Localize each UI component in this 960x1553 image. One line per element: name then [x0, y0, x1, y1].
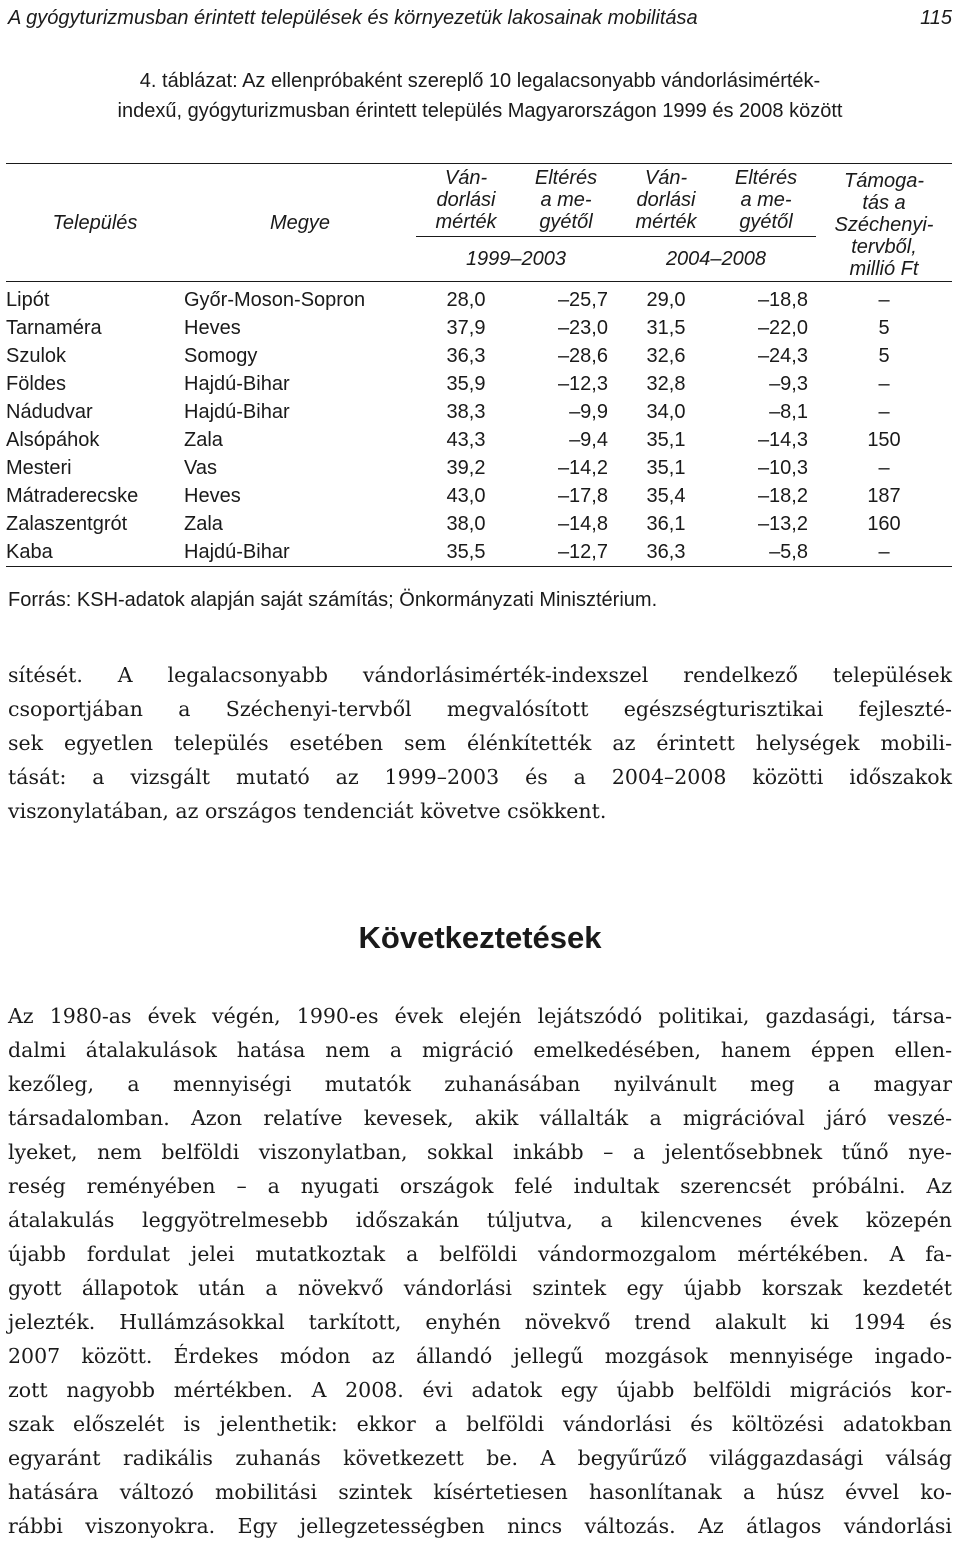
cell-rate-a: 35,9 — [446, 373, 486, 395]
migration-table — [6, 163, 952, 567]
text-line: lyeket, nem belföldi viszonylatban, sokkal inkább – a jelentősebbnek tűnő nye- — [8, 1140, 952, 1164]
cell-settlement: Nádudvar — [6, 401, 93, 423]
text-line: Az 1980-as évek végén, 1990-es évek elején lejátszódó politikai, gazdasági, társa- — [8, 1004, 952, 1028]
col-header-line: Ván- — [644, 167, 688, 189]
cell-rate-b: 32,8 — [646, 373, 686, 395]
text-line: újabb fordulat jelei mutatkoztak a belföldi vándormozgalom mértékében. A fa- — [8, 1242, 952, 1266]
col-header-line: dorlási — [436, 189, 496, 211]
cell-settlement: Lipót — [6, 289, 50, 311]
text-line: csoportjában a Széchenyi-tervből megvalósított egészségturisztikai fejleszté- — [8, 697, 952, 721]
cell-rate-b: 35,4 — [646, 485, 686, 507]
cell-rate-a: 43,3 — [446, 429, 486, 451]
table-row — [6, 342, 952, 370]
table-row — [6, 370, 952, 398]
cell-dev-b: –10,3 — [757, 457, 808, 479]
cell-dev-a: –9,9 — [569, 401, 608, 423]
cell-settlement: Zalaszentgrót — [6, 513, 128, 535]
cell-county: Zala — [184, 429, 223, 451]
text-line: zott nagyobb mértékben. A 2008. évi adatok egy újabb belföldi migrációs kor- — [8, 1378, 952, 1402]
cell-dev-a: –25,7 — [557, 289, 608, 311]
cell-dev-b: –14,3 — [757, 429, 808, 451]
col-header-line: dorlási — [636, 189, 696, 211]
cell-support: 5 — [878, 317, 890, 339]
table-row — [6, 398, 952, 426]
cell-county: Vas — [184, 457, 217, 479]
col-header-line: mérték — [435, 211, 497, 233]
cell-support: 5 — [878, 345, 890, 367]
cell-rate-b: 32,6 — [646, 345, 686, 367]
col-header-dev-b — [716, 164, 816, 237]
cell-rate-a: 38,3 — [446, 401, 486, 423]
cell-support: – — [878, 457, 890, 479]
text-line: rábbi viszonyokra. Egy jellegzetességben nincs változás. Az átlagos vándorlási — [8, 1514, 952, 1538]
cell-support: – — [878, 401, 890, 423]
text-line: kezőleg, a mennyiségi mutatók zuhanásában nyilvánult meg a magyar — [8, 1072, 952, 1096]
section-heading: Következtetések — [358, 920, 602, 955]
col-header-line: tás a — [862, 191, 906, 214]
cell-dev-b: –22,0 — [757, 317, 808, 339]
col-header-line: Támoga- — [843, 169, 925, 192]
cell-rate-b: 35,1 — [646, 457, 686, 479]
body-paragraph-2 — [8, 999, 952, 1543]
cell-support: 187 — [867, 485, 901, 507]
table-row — [6, 286, 952, 314]
col-header-line: a me- — [540, 189, 592, 211]
cell-dev-a: –12,7 — [516, 538, 616, 567]
cell-county: Győr-Moson-Sopron — [184, 289, 366, 311]
cell-rate-b: 29,0 — [646, 289, 686, 311]
running-header — [8, 4, 952, 32]
text-line: szak előszelét is jelenthetik: ekkor a belföldi vándorlási és költözési adatokban — [8, 1412, 952, 1436]
text-line: sítését. A legalacsonyabb vándorlásimérték-indexszel rendelkező települések — [8, 663, 952, 687]
text-line: gyott állapotok után a növekvő vándorlási szintek egy újabb korszak kezdetét — [8, 1276, 952, 1300]
running-title: A gyógyturizmusban érintett települések és környezetük lakosainak mobilitása — [8, 7, 698, 29]
cell-rate-b: 36,3 — [616, 538, 716, 567]
cell-rate-b: 35,1 — [646, 429, 686, 451]
cell-county: Somogy — [184, 345, 258, 367]
cell-dev-b: –18,8 — [757, 289, 808, 311]
cell-rate-a: 39,2 — [446, 457, 486, 479]
cell-rate-a: 36,3 — [446, 345, 486, 367]
cell-rate-a: 37,9 — [446, 317, 486, 339]
col-header-line: gyétől — [739, 211, 793, 233]
cell-rate-b: 34,0 — [646, 401, 686, 423]
table-row — [6, 454, 952, 482]
cell-dev-a: –12,3 — [557, 373, 608, 395]
col-header-line: Széchenyi- — [834, 213, 934, 236]
table-row — [6, 510, 952, 538]
cell-support: – — [816, 538, 952, 567]
col-header-line: gyétől — [539, 211, 593, 233]
table-row — [6, 314, 952, 342]
period-header-1999-2003: 1999–2003 — [465, 248, 567, 270]
cell-support: – — [878, 289, 890, 311]
col-header-line: Eltérés — [534, 167, 598, 189]
text-line: sek egyetlen település esetében sem élénkítették az érintett helységek mobili- — [8, 731, 952, 755]
cell-dev-a: –14,8 — [557, 513, 608, 535]
col-header-line: a me- — [740, 189, 792, 211]
cell-settlement: Mátraderecske — [6, 485, 139, 507]
cell-settlement: Szulok — [6, 345, 67, 367]
cell-county: Hajdú-Bihar — [184, 373, 290, 395]
col-header-settlement: Település — [52, 211, 138, 234]
cell-dev-b: –24,3 — [757, 345, 808, 367]
period-header-2004-2008: 2004–2008 — [665, 248, 767, 270]
table-source-note: Forrás: KSH-adatok alapján saját számítás; Önkormányzati Minisztérium. — [8, 589, 658, 611]
cell-dev-b: –18,2 — [757, 485, 808, 507]
table-row — [6, 538, 952, 567]
cell-settlement: Alsópáhok — [6, 429, 100, 451]
text-line: átalakulás leggyötrelmesebb időszakán túljutva, a kilencvenes évek közepén — [8, 1208, 952, 1232]
col-header-rate-b — [616, 164, 716, 237]
cell-rate-a: 38,0 — [446, 513, 486, 535]
table-row — [6, 482, 952, 510]
cell-dev-a: –17,8 — [557, 485, 608, 507]
cell-settlement: Mesteri — [6, 457, 72, 479]
cell-support: 160 — [867, 513, 901, 535]
cell-dev-b: –5,8 — [716, 538, 816, 567]
cell-county: Zala — [184, 513, 223, 535]
cell-dev-a: –28,6 — [557, 345, 608, 367]
text-line: jelezték. Hullámzásokkal tarkított, enyhén növekvő trend alakult ki 1994 és — [8, 1310, 952, 1334]
col-header-line: millió Ft — [849, 257, 919, 280]
cell-county: Hajdú-Bihar — [184, 538, 416, 567]
cell-settlement: Kaba — [6, 538, 184, 567]
text-line: társadalomban. Azon relatíve kevesek, akik vállalták a migrációval járó veszé- — [8, 1106, 952, 1130]
cell-settlement: Földes — [6, 373, 67, 395]
text-line: dalmi átalakulások hatása nem a migráció emelkedésében, hanem éppen ellen- — [8, 1038, 952, 1062]
col-header-line: Eltérés — [734, 167, 798, 189]
cell-rate-b: 31,5 — [646, 317, 686, 339]
cell-county: Hajdú-Bihar — [184, 401, 290, 423]
page-number: 115 — [920, 7, 952, 29]
cell-support: 150 — [867, 429, 901, 451]
col-header-support — [816, 164, 952, 282]
col-header-county: Megye — [269, 211, 331, 234]
cell-dev-b: –13,2 — [757, 513, 808, 535]
table-caption-line: 4. táblázat: Az ellenpróbaként szereplő 10 legalacsonyabb vándorlásimérték- — [139, 70, 821, 92]
text-line: hatására változó mobilitási szintek kísértetiesen hasonlítanak a húsz évvel ko- — [8, 1480, 952, 1504]
cell-dev-a: –9,4 — [569, 429, 608, 451]
text-line: reség reményében – a nyugati országok felé indultak szerencsét próbálni. Az — [8, 1174, 952, 1198]
cell-dev-b: –8,1 — [769, 401, 808, 423]
cell-county: Heves — [184, 317, 241, 339]
text-line: egyaránt radikális zuhanás következett be. A begyűrűző világgazdasági válság — [8, 1446, 952, 1470]
table-row — [6, 426, 952, 454]
cell-rate-a: 28,0 — [446, 289, 486, 311]
cell-rate-a: 35,5 — [416, 538, 516, 567]
text-line: tását: a vizsgált mutató az 1999–2003 és a 2004–2008 közötti időszakok — [8, 765, 952, 789]
cell-settlement: Tarnaméra — [6, 317, 102, 339]
table-caption-line: indexű, gyógyturizmusban érintett település Magyarországon 1999 és 2008 között — [117, 100, 843, 122]
table-caption — [8, 66, 952, 126]
text-line: 2007 között. Érdekes módon az állandó jellegű mozgások mennyisége ingado- — [8, 1344, 952, 1368]
cell-support: – — [878, 373, 890, 395]
cell-rate-a: 43,0 — [446, 485, 486, 507]
cell-dev-a: –14,2 — [557, 457, 608, 479]
text-line: viszonylatában, az országos tendenciát követve csökkent. — [8, 799, 607, 823]
cell-rate-b: 36,1 — [646, 513, 686, 535]
col-header-rate-a — [416, 164, 516, 237]
cell-dev-b: –9,3 — [769, 373, 808, 395]
col-header-line: Ván- — [444, 167, 488, 189]
cell-county: Heves — [184, 485, 241, 507]
col-header-line: tervből, — [851, 235, 917, 258]
cell-dev-a: –23,0 — [557, 317, 608, 339]
col-header-dev-a — [516, 164, 616, 237]
body-paragraph-1 — [8, 658, 952, 828]
col-header-line: mérték — [635, 211, 697, 233]
